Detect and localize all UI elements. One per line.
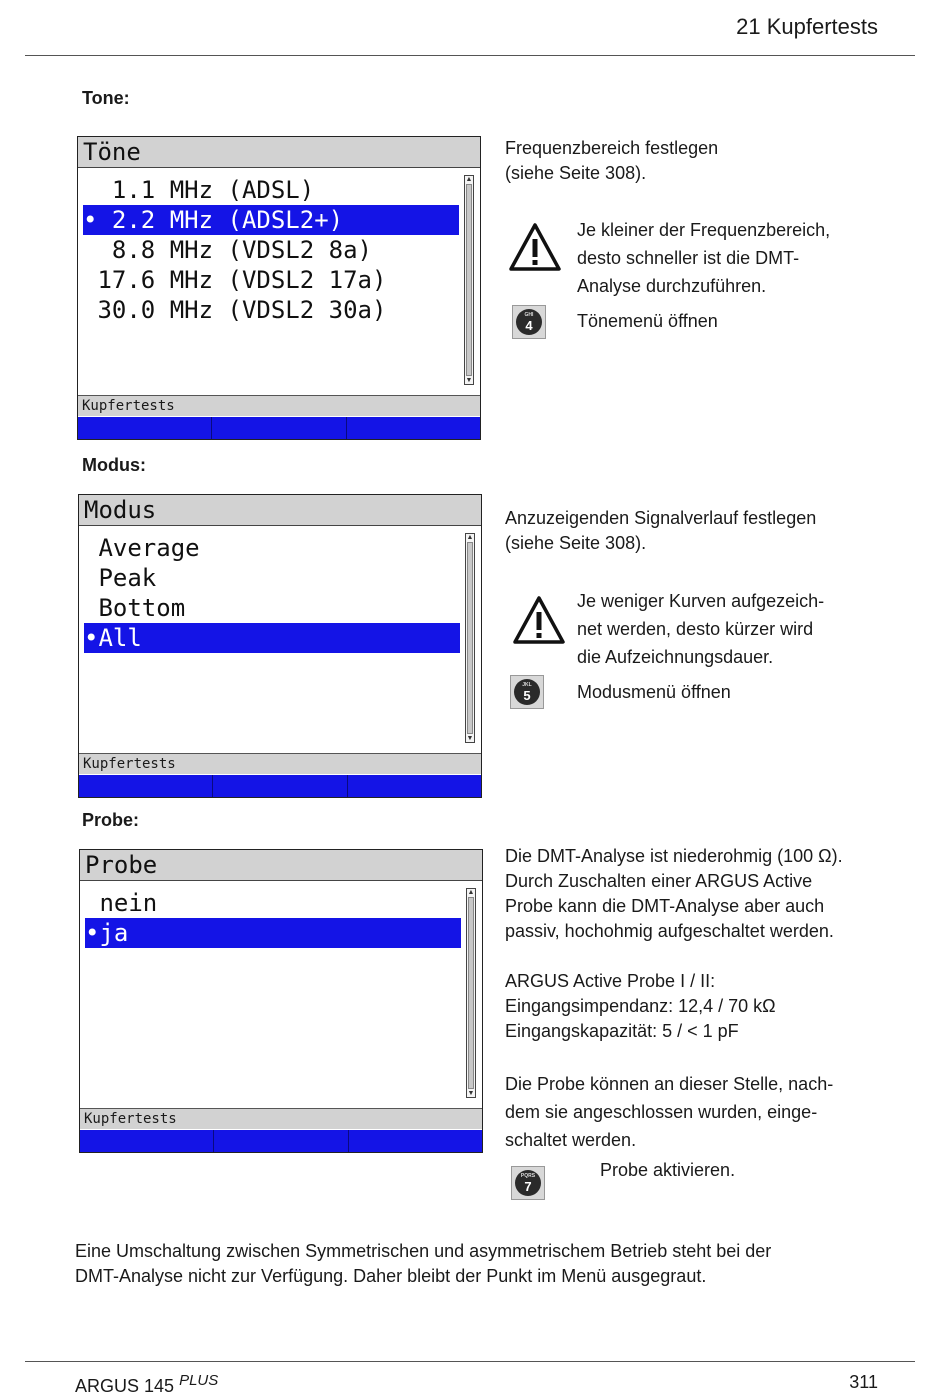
menu-item-average[interactable]: Average: [84, 534, 200, 562]
scrollbar-thumb[interactable]: [466, 184, 472, 376]
key-4-icon: GHI 4: [512, 305, 546, 339]
menu-item-8-8-mhz[interactable]: 8.8 MHz (VDSL2 8a): [83, 236, 372, 264]
scrollbar[interactable]: [465, 533, 475, 743]
softkey-right[interactable]: [348, 775, 481, 797]
softkey-right[interactable]: [347, 417, 480, 439]
page-header-title: 21 Kupfertests: [736, 14, 878, 39]
screen-toene: [77, 136, 481, 440]
probe-note: Die Probe können an dieser Stelle, nach- dem sie angeschlossen wurden, einge- schaltet werden.: [505, 1074, 834, 1150]
tone-warning-text: Je kleiner der Frequenzbereich, desto schneller ist die DMT- Analyse durchzuführen.: [577, 220, 831, 296]
status-bar: Kupfertests: [79, 753, 481, 774]
modus-key-text: Modusmenü öffnen: [577, 682, 731, 702]
softkey-bar: [78, 417, 480, 439]
page-number: 311: [849, 1372, 878, 1392]
screen-title: Probe: [80, 850, 482, 881]
scrollbar-thumb[interactable]: [467, 542, 473, 734]
footer-product-suffix: PLUS: [179, 1372, 219, 1389]
softkey-left[interactable]: [78, 417, 212, 439]
menu-item-peak[interactable]: Peak: [84, 564, 157, 592]
status-bar: Kupfertests: [78, 395, 480, 416]
menu-item-17-6-mhz[interactable]: 17.6 MHz (VDSL2 17a): [83, 266, 387, 294]
scrollbar[interactable]: [466, 888, 476, 1098]
status-bar: Kupfertests: [80, 1108, 482, 1129]
softkey-middle[interactable]: [214, 1130, 348, 1152]
softkey-left[interactable]: [80, 1130, 214, 1152]
probe-key-text: Probe aktivieren.: [600, 1160, 736, 1180]
softkey-left[interactable]: [79, 775, 213, 797]
footer-rule: [25, 1361, 915, 1362]
tone-description: Frequenzbereich festlegen (siehe Seite 308).: [505, 138, 719, 183]
scroll-up-icon: ▲: [467, 889, 475, 896]
softkey-bar: [79, 775, 481, 797]
menu-item-2-2-mhz-selected[interactable]: • 2.2 MHz (ADSL2+): [83, 205, 459, 235]
softkey-middle[interactable]: [213, 775, 347, 797]
key-7-icon: PQRS 7: [511, 1166, 545, 1200]
menu-item-ja-selected[interactable]: •ja: [85, 918, 461, 948]
probe-specs: ARGUS Active Probe I / II: Eingangsimpendanz: 12,4 / 70 kΩ Eingangskapazität: 5 / < 1 pF: [505, 971, 776, 1041]
footer-product: [75, 1372, 218, 1397]
probe-description: Die DMT-Analyse ist niederohmig (100 Ω). Durch Zuschalten einer ARGUS Active Probe kann die DMT-Analyse aber auch passiv, hochohmig aufgeschaltet werden.: [505, 846, 843, 941]
modus-warning-text: Je weniger Kurven aufgezeich- net werden, desto kürzer wird die Aufzeichnungsdauer.: [577, 591, 825, 667]
scrollbar[interactable]: [464, 175, 474, 385]
screen-title: Modus: [79, 495, 481, 526]
softkey-middle[interactable]: [212, 417, 346, 439]
key-5-icon: JKL 5: [510, 675, 544, 709]
softkey-right[interactable]: [349, 1130, 482, 1152]
footer-product-name: ARGUS 145: [75, 1376, 175, 1396]
scroll-down-icon: ▼: [467, 1090, 475, 1097]
warning-icon: [512, 595, 566, 645]
modus-description: Anzuzeigenden Signalverlauf festlegen (siehe Seite 308).: [505, 508, 817, 553]
section-label-probe: Probe:: [82, 810, 140, 830]
section-label-tone: Tone:: [82, 88, 130, 108]
scroll-up-icon: ▲: [466, 534, 474, 541]
scroll-down-icon: ▼: [466, 735, 474, 742]
menu-item-30-0-mhz[interactable]: 30.0 MHz (VDSL2 30a): [83, 296, 387, 324]
screen-probe: [79, 849, 483, 1153]
menu-item-nein[interactable]: nein: [85, 889, 158, 917]
scrollbar-thumb[interactable]: [468, 897, 474, 1089]
scroll-down-icon: ▼: [465, 377, 473, 384]
section-label-modus: Modus:: [82, 455, 146, 475]
menu-item-bottom[interactable]: Bottom: [84, 594, 186, 622]
screen-title: Töne: [78, 137, 480, 168]
scroll-up-icon: ▲: [465, 176, 473, 183]
bottom-note: Eine Umschaltung zwischen Symmetrischen und asymmetrischem Betrieb steht bei der DMT-Analyse nicht zur Verfügung. Daher bleibt der Punkt im Menü ausgegraut.: [75, 1241, 772, 1286]
warning-icon: [508, 222, 562, 272]
screen-modus: [78, 494, 482, 798]
header-rule: [25, 55, 915, 56]
menu-item-all-selected[interactable]: •All: [84, 623, 460, 653]
softkey-bar: [80, 1130, 482, 1152]
tone-key-text: Tönemenü öffnen: [577, 311, 718, 331]
menu-item-1-1-mhz[interactable]: 1.1 MHz (ADSL): [83, 176, 315, 204]
